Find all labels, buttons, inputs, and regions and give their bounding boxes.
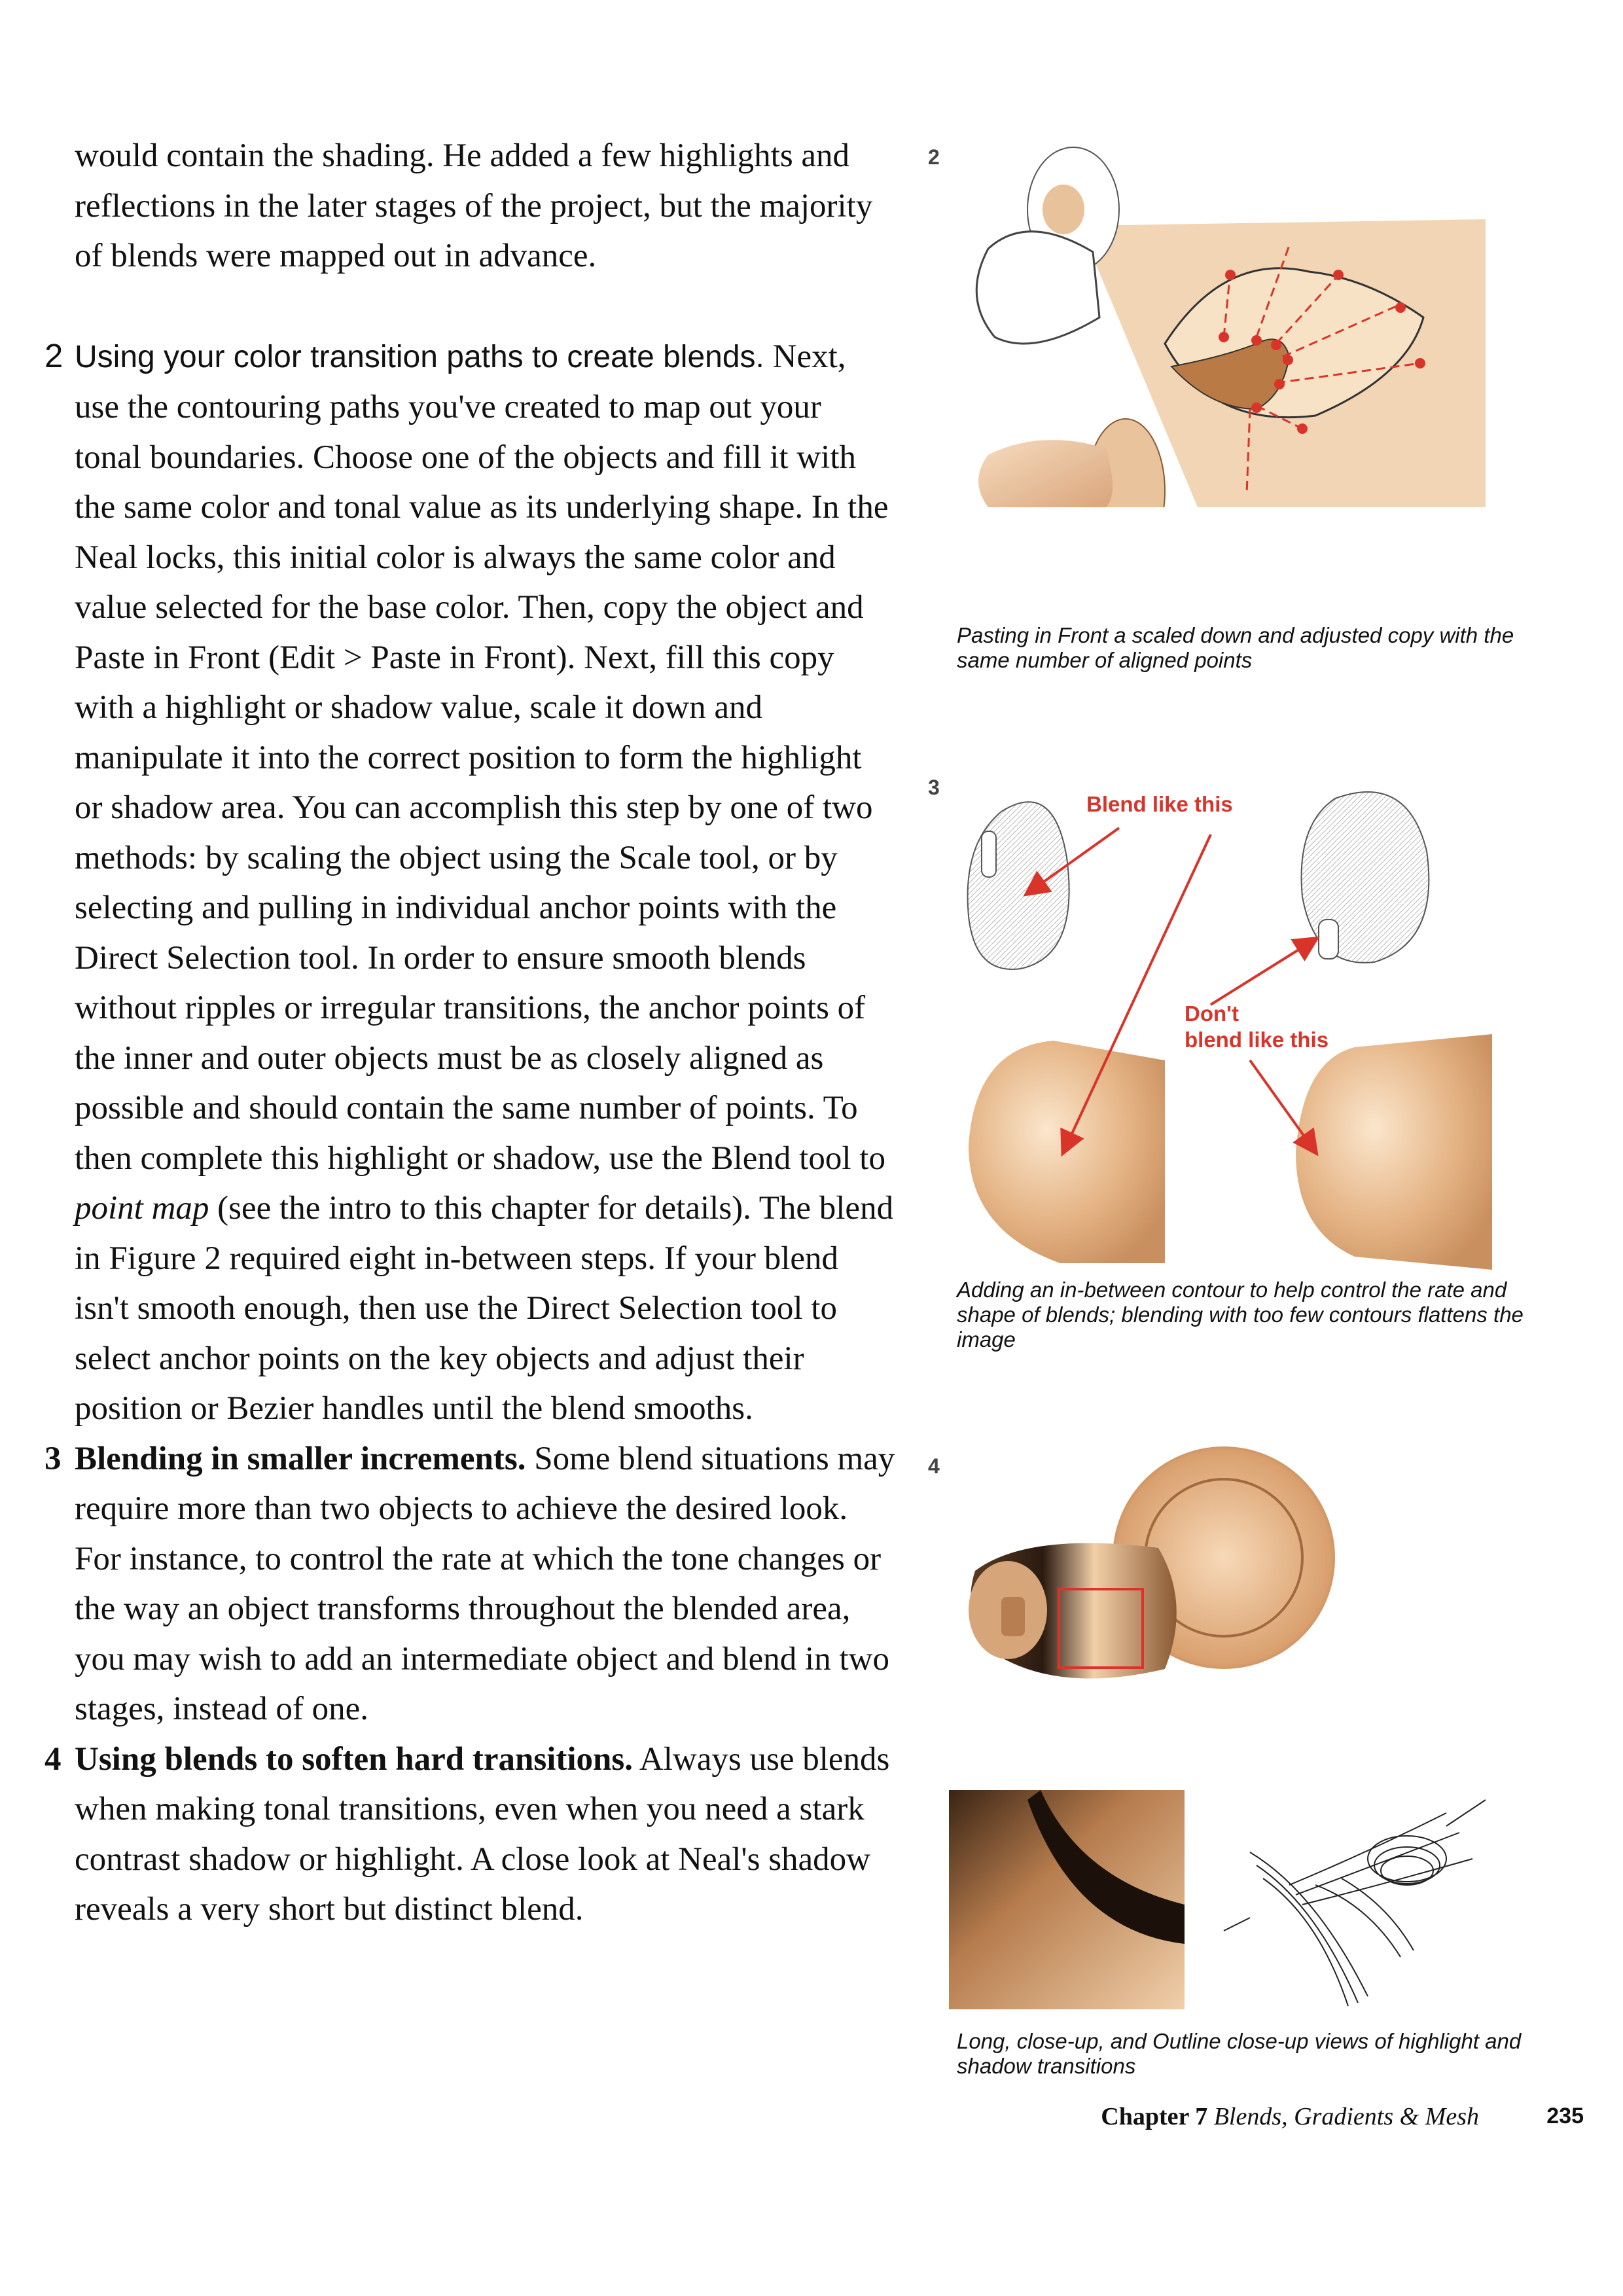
step-2-text-a: Next, use the contouring paths you've created to map out your tonal boundaries. Choose one of the objects and fill it with the same color and tonal value as its underlying shape. In the Neal locks, this initial color is always the same color and value selected for the base color. Then, copy the object and Paste in Front (Edit > Paste in Front). Next, fill this copy with a highlight or shadow value, scale it down and manipulate it into the correct position to form the highlight or shadow area. You can accomplish this step by one of two methods: by scaling the object using the Scale tool, or by selecting and pulling in individual anchor points with the Direct Selection tool. In order to ensure smooth blends without ripples or irregular transitions, the anchor points of the inner and outer objects must be as closely aligned as possible and should contain the same number of points. To then complete this highlight or shadow, use the Blend tool to [75,338,889,1177]
fig2-rosette-center [1043,185,1084,234]
fig3-label-bad-line1: Don't [1185,1001,1239,1026]
figure-2-number: 2 [928,145,940,169]
figure-4-number: 4 [928,1454,940,1478]
step-3-text: Some blend situations may require more than two objects to achieve the desired look. For instance, to control the rate at which the tone changes or the way an object transforms throughout the blended area, you may wish to add an intermediate object and blend in two stages, instead of one. [75,1440,895,1727]
figure-2-caption: Pasting in Front a scaled down and adjusted copy with the same number of aligned points [957,623,1514,672]
step-2-italic-term: point map [75,1190,209,1227]
step-3-number: 3 [45,1440,62,1477]
fig3-outline-knob-good [968,802,1069,969]
footer-chapter [1101,2102,1479,2131]
fig4-outline-closeup-view [1224,1800,1486,2006]
step-2-paragraph [45,331,895,1434]
figure-2-knob-illustration [949,141,1499,507]
fig3-keyhole-good [982,831,996,877]
figure-3-blend-comparison [949,772,1492,1270]
footer-chapter-label: Chapter 7 [1101,2103,1208,2130]
footer-page-number: 235 [1546,2104,1584,2128]
body-text-column [45,131,895,1935]
fig3-label-bad-line2: blend like this [1185,1028,1329,1052]
figure-4-caption: Long, close-up, and Outline close-up views of highlight and shadow transitions [957,2029,1522,2078]
step-3-paragraph [45,1434,895,1734]
fig3-brass-knob-bad [1296,1034,1492,1270]
step-4-text: Always use blends when making tonal transitions, even when you need a stark contrast shadow or highlight. A close look at Neal's shadow reveals a very short but distinct blend. [75,1740,890,1928]
fig3-keyhole-bad [1319,920,1338,959]
fig4-keyhole [1001,1597,1025,1636]
fig3-label-good: Blend like this [1086,792,1233,816]
footer-chapter-title: Blends, Gradients & Mesh [1213,2103,1479,2130]
step-4-heading: Using blends to soften hard transitions. [75,1740,633,1778]
figure-3-number: 3 [928,776,940,799]
step-2-text-b: (see the intro to this chapter for details). The blend in Figure 2 required eight in-between steps. If your blend isn't smooth enough, then use the Direct Selection tool to select anchor points on the key objects and adjust their position or Bezier handles until the blend smooths. [75,1190,894,1427]
step-2-number: 2 [45,336,63,374]
step-4-paragraph [45,1734,895,1935]
fig2-lower-knob [978,440,1113,507]
step-2-heading: Using your color transition paths to create blends. [75,339,764,374]
intro-paragraph: would contain the shading. He added a few highlights and reflections in the later stages of the project, but the majority of blends were mapped out in advance. [75,137,873,274]
figure-3-caption: Adding an in-between contour to help control the rate and shape of blends; blending with too few contours flattens the image [957,1278,1524,1352]
figure-4-closeup-views [949,1433,1492,2009]
step-3-heading: Blending in smaller increments. [75,1440,526,1477]
fig3-brass-knob-good [969,1041,1165,1263]
step-4-number: 4 [45,1740,62,1778]
fig2-knob-outline [976,232,1099,344]
